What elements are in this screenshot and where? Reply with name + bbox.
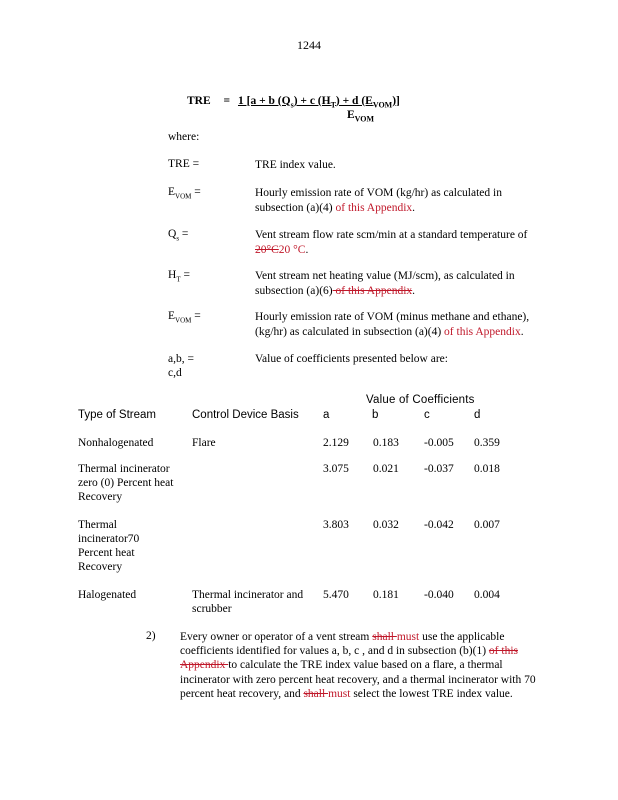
definition-term: $Q_s$ = (168, 228, 189, 243)
table-header-type: Type of Stream (78, 409, 156, 421)
definition-desc: Vent stream net heating value (MJ/scm), as calculated in subsection (a)(6) of this Appendix. (255, 270, 515, 297)
inserted-text: must (328, 687, 354, 700)
inserted-text: of this Appendix (332, 201, 413, 214)
table-header-d: d (474, 409, 481, 421)
definition-term: TRE = (168, 158, 200, 170)
definition-desc: Hourly emission rate of VOM (minus methane and ethane), (kg/hr) as calculated in subsection (a)(4) of this Appendix. (255, 311, 530, 338)
paragraph-text: Every owner or operator of a vent stream shall must use the applicable coefficients identified for values a, b, c , and d in subsection (b)(1) of this Appendix to calculate the TRE index value based on a flare, a thermal incinerator with zero percent heat recovery, and a thermal incinerator with 70 percent heat recovery, and shall must select the lowest TRE index value. (180, 631, 536, 700)
cell-type: Thermal incinerator70 Percent heat Recovery (78, 519, 140, 573)
table-header-a: a (323, 409, 330, 421)
table-header-b: b (372, 409, 379, 421)
deleted-text: 20°C (255, 243, 279, 256)
definition-desc: Hourly emission rate of VOM (kg/hr) as calculated in subsection (a)(4) of this Appendix. (255, 187, 502, 214)
table-header-c: c (424, 409, 430, 421)
deleted-text: shall (372, 631, 397, 643)
formula-numerator-text: 1 [a + b $(Q_s) + c$ $(H_T) + d$ $(E_{VOM})$] (238, 95, 400, 110)
cell-type: Halogenated (78, 589, 137, 601)
cell-c: -0.042 (424, 519, 454, 531)
definition-desc: Vent stream flow rate scm/min at a standard temperature of 20°C20 °C. (255, 229, 528, 256)
table-header-basis: Control Device Basis (192, 409, 299, 421)
cell-type: Nonhalogenated (78, 437, 154, 449)
deleted-text: of this Appendix (180, 645, 518, 672)
page-number: 1244 (297, 38, 321, 52)
cell-a: 5.470 (323, 589, 349, 601)
cell-b: 0.032 (373, 519, 399, 531)
cell-d: 0.007 (474, 519, 500, 531)
cell-d: 0.018 (474, 463, 500, 475)
definition-desc: TRE index value. (255, 159, 336, 171)
deleted-text: of this Appendix (332, 284, 413, 297)
cell-b: 0.183 (373, 437, 399, 449)
table-group-header: Value of Coefficients (366, 394, 475, 406)
cell-c: -0.040 (424, 589, 454, 601)
definition-term: $E_{VOM}$ = (168, 186, 201, 201)
inserted-text: 20 °C (278, 243, 306, 256)
cell-b: 0.181 (373, 589, 399, 601)
cell-a: 2.129 (323, 437, 349, 449)
cell-d: 0.359 (474, 437, 500, 449)
paragraph-number: 2) (146, 630, 156, 642)
cell-b: 0.021 (373, 463, 399, 475)
cell-c: -0.005 (424, 437, 454, 449)
cell-c: -0.037 (424, 463, 454, 475)
tre-formula (187, 95, 230, 107)
definition-term: $H_T$ = (168, 269, 190, 284)
formula-numerator (238, 95, 400, 109)
definition-term: a,b, = c,d (168, 353, 194, 379)
cell-type: Thermal incinerator zero (0) Percent heat Recovery (78, 463, 174, 503)
cell-a: 3.803 (323, 519, 349, 531)
formula-equals: = (223, 95, 231, 107)
formula-lhs: TRE (187, 95, 211, 107)
cell-d: 0.004 (474, 589, 500, 601)
inserted-text: of this Appendix (444, 325, 521, 338)
formula-denominator: $E_{VOM}$ (347, 109, 375, 124)
cell-basis: Thermal incinerator and scrubber (192, 589, 304, 615)
definition-desc: Value of coefficients presented below are: (255, 353, 448, 365)
cell-basis: Flare (192, 437, 216, 449)
inserted-text: must (396, 631, 420, 643)
cell-a: 3.075 (323, 463, 349, 475)
where-label: where: (168, 131, 200, 143)
definition-term: $E_{VOM}$ = (168, 310, 201, 325)
deleted-text: shall (303, 687, 329, 700)
